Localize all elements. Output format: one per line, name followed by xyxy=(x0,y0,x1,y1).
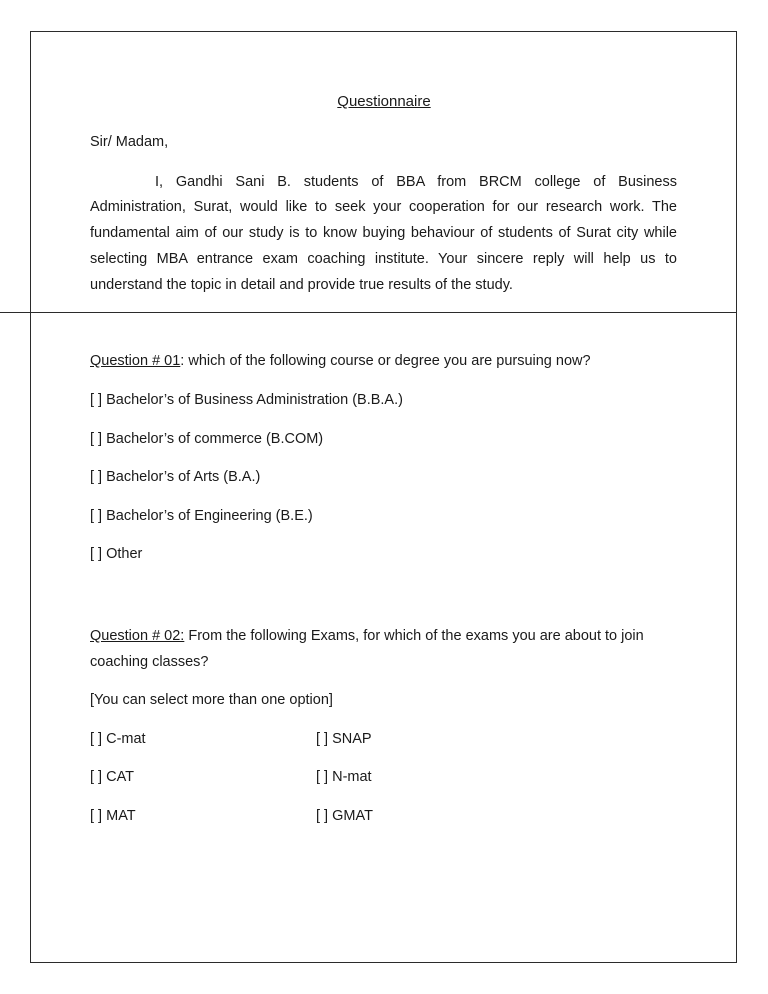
q1-option-bba[interactable]: [ ] Bachelor’s of Business Administration (B.B.A.) xyxy=(90,392,403,408)
q2-option-cat[interactable]: [ ] CAT xyxy=(90,769,135,785)
q2-option-mat[interactable]: [ ] MAT xyxy=(90,808,136,824)
section-divider xyxy=(0,312,737,313)
q2-option-cmat[interactable]: [ ] C-mat xyxy=(90,731,146,747)
question-2-text-line-2: coaching classes? xyxy=(90,654,209,670)
q2-option-nmat[interactable]: [ ] N-mat xyxy=(316,769,372,785)
question-1-label: Question # 01 xyxy=(90,353,181,369)
intro-line-1: I, Gandhi Sani B. students of BBA from BRCM college of Business xyxy=(155,174,677,190)
q2-option-gmat[interactable]: [ ] GMAT xyxy=(316,808,373,824)
q2-option-snap[interactable]: [ ] SNAP xyxy=(316,731,372,747)
question-2-note: [You can select more than one option] xyxy=(90,692,333,708)
q1-option-ba[interactable]: [ ] Bachelor’s of Arts (B.A.) xyxy=(90,469,261,485)
question-1-text: : which of the following course or degree you are pursuing now? xyxy=(180,353,591,369)
question-2-text: From the following Exams, for which of the exams you are about to join xyxy=(184,628,644,644)
question-2 xyxy=(90,628,644,645)
q1-option-be[interactable]: [ ] Bachelor’s of Engineering (B.E.) xyxy=(90,508,313,524)
q1-option-other[interactable]: [ ] Other xyxy=(90,546,143,562)
question-2-label: Question # 02: xyxy=(90,628,185,644)
question-1 xyxy=(90,353,591,370)
intro-line-3: fundamental aim of our study is to know buying behaviour of students of Surat city while xyxy=(90,225,677,241)
intro-line-4: selecting MBA entrance exam coaching institute. Your sincere reply will help us to xyxy=(90,251,677,267)
intro-line-5: understand the topic in detail and provide true results of the study. xyxy=(90,277,513,293)
intro-line-2: Administration, Surat, would like to seek your cooperation for our research work. The xyxy=(90,199,677,215)
q1-option-bcom[interactable]: [ ] Bachelor’s of commerce (B.COM) xyxy=(90,431,324,447)
page-border xyxy=(30,31,737,963)
document-title: Questionnaire xyxy=(337,93,431,110)
salutation: Sir/ Madam, xyxy=(90,134,169,150)
